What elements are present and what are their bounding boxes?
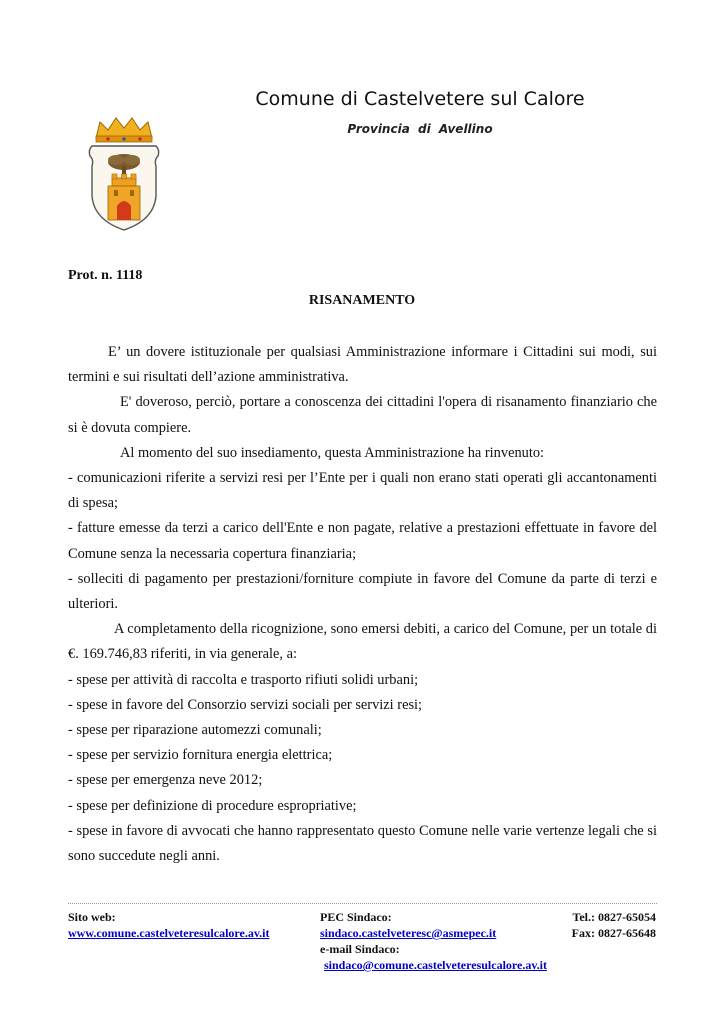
municipality-title: Comune di Castelvetere sul Calore	[255, 88, 585, 110]
list-item: - spese per servizio fornitura energia elettrica;	[68, 747, 333, 764]
list-item: - solleciti di pagamento per prestazioni/forniture compiute in favore del Comune da parte di terzi e ulteriori.	[68, 570, 657, 613]
paragraph: Al momento del suo insediamento, questa Amministrazione ha rinvenuto:	[120, 444, 545, 461]
list-item: - comunicazioni riferite a servizi resi per l’Ente per i quali non erano stati operati gli accantonamenti di spesa;	[68, 470, 657, 512]
paragraph: E’ un dovere istituzionale per qualsiasi Amministrazione informare i Cittadini sui modi, sui termini e sui risultati dell’azione amministrativa.	[68, 344, 657, 386]
fax-number: Fax: 0827-65648	[571, 926, 656, 940]
list-item: - spese in favore di avvocati che hanno rappresentato questo Comune nelle varie vertenze legali che si sono succedute negli anni.	[68, 822, 657, 865]
paragraph: A completamento della ricognizione, sono emersi debiti, a carico del Comune, per un totale di €. 169.746,83 riferiti, in via generale, a:	[68, 621, 657, 663]
province-subtitle: Provincia di Avellino	[347, 122, 493, 136]
footer-contacts	[320, 909, 547, 973]
pec-label: PEC Sindaco:	[320, 910, 392, 924]
document-title: RISANAMENTO	[308, 293, 416, 308]
protocol-number: Prot. n. 1118	[68, 268, 143, 283]
list-item: - fatture emesse da terzi a carico dell'Ente e non pagate, relative a prestazioni effettuate in favore del Comune senza la necessaria copertura finanziaria;	[68, 520, 657, 562]
list-item: - spese in favore del Consorzio servizi sociali per servizi resi;	[68, 696, 423, 713]
website-label: Sito web:	[68, 910, 116, 924]
list-item: - spese per attività di raccolta e trasporto rifiuti solidi urbani;	[68, 671, 419, 688]
email-label: e-mail Sindaco:	[320, 942, 400, 956]
paragraph: E' doveroso, perciò, portare a conoscenza dei cittadini l'opera di risanamento finanziario che si è dovuta compiere.	[68, 394, 657, 436]
phone-number: Tel.: 0827-65054	[572, 910, 656, 924]
email-link[interactable]: sindaco@comune.castelveteresulcalore.av.it	[324, 958, 548, 972]
list-item: - spese per riparazione automezzi comunali;	[68, 722, 322, 739]
footer-divider	[68, 903, 657, 904]
pec-email-link[interactable]: sindaco.castelveteresc@asmepec.it	[320, 926, 497, 940]
footer-website	[68, 909, 270, 941]
website-link[interactable]: www.comune.castelveteresulcalore.av.it	[68, 926, 270, 940]
list-item: - spese per definizione di procedure espropriative;	[68, 797, 357, 814]
document-body	[68, 340, 657, 869]
list-item: - spese per emergenza neve 2012;	[68, 772, 263, 789]
coat-of-arms-icon	[86, 116, 162, 234]
footer-phone	[520, 909, 656, 941]
